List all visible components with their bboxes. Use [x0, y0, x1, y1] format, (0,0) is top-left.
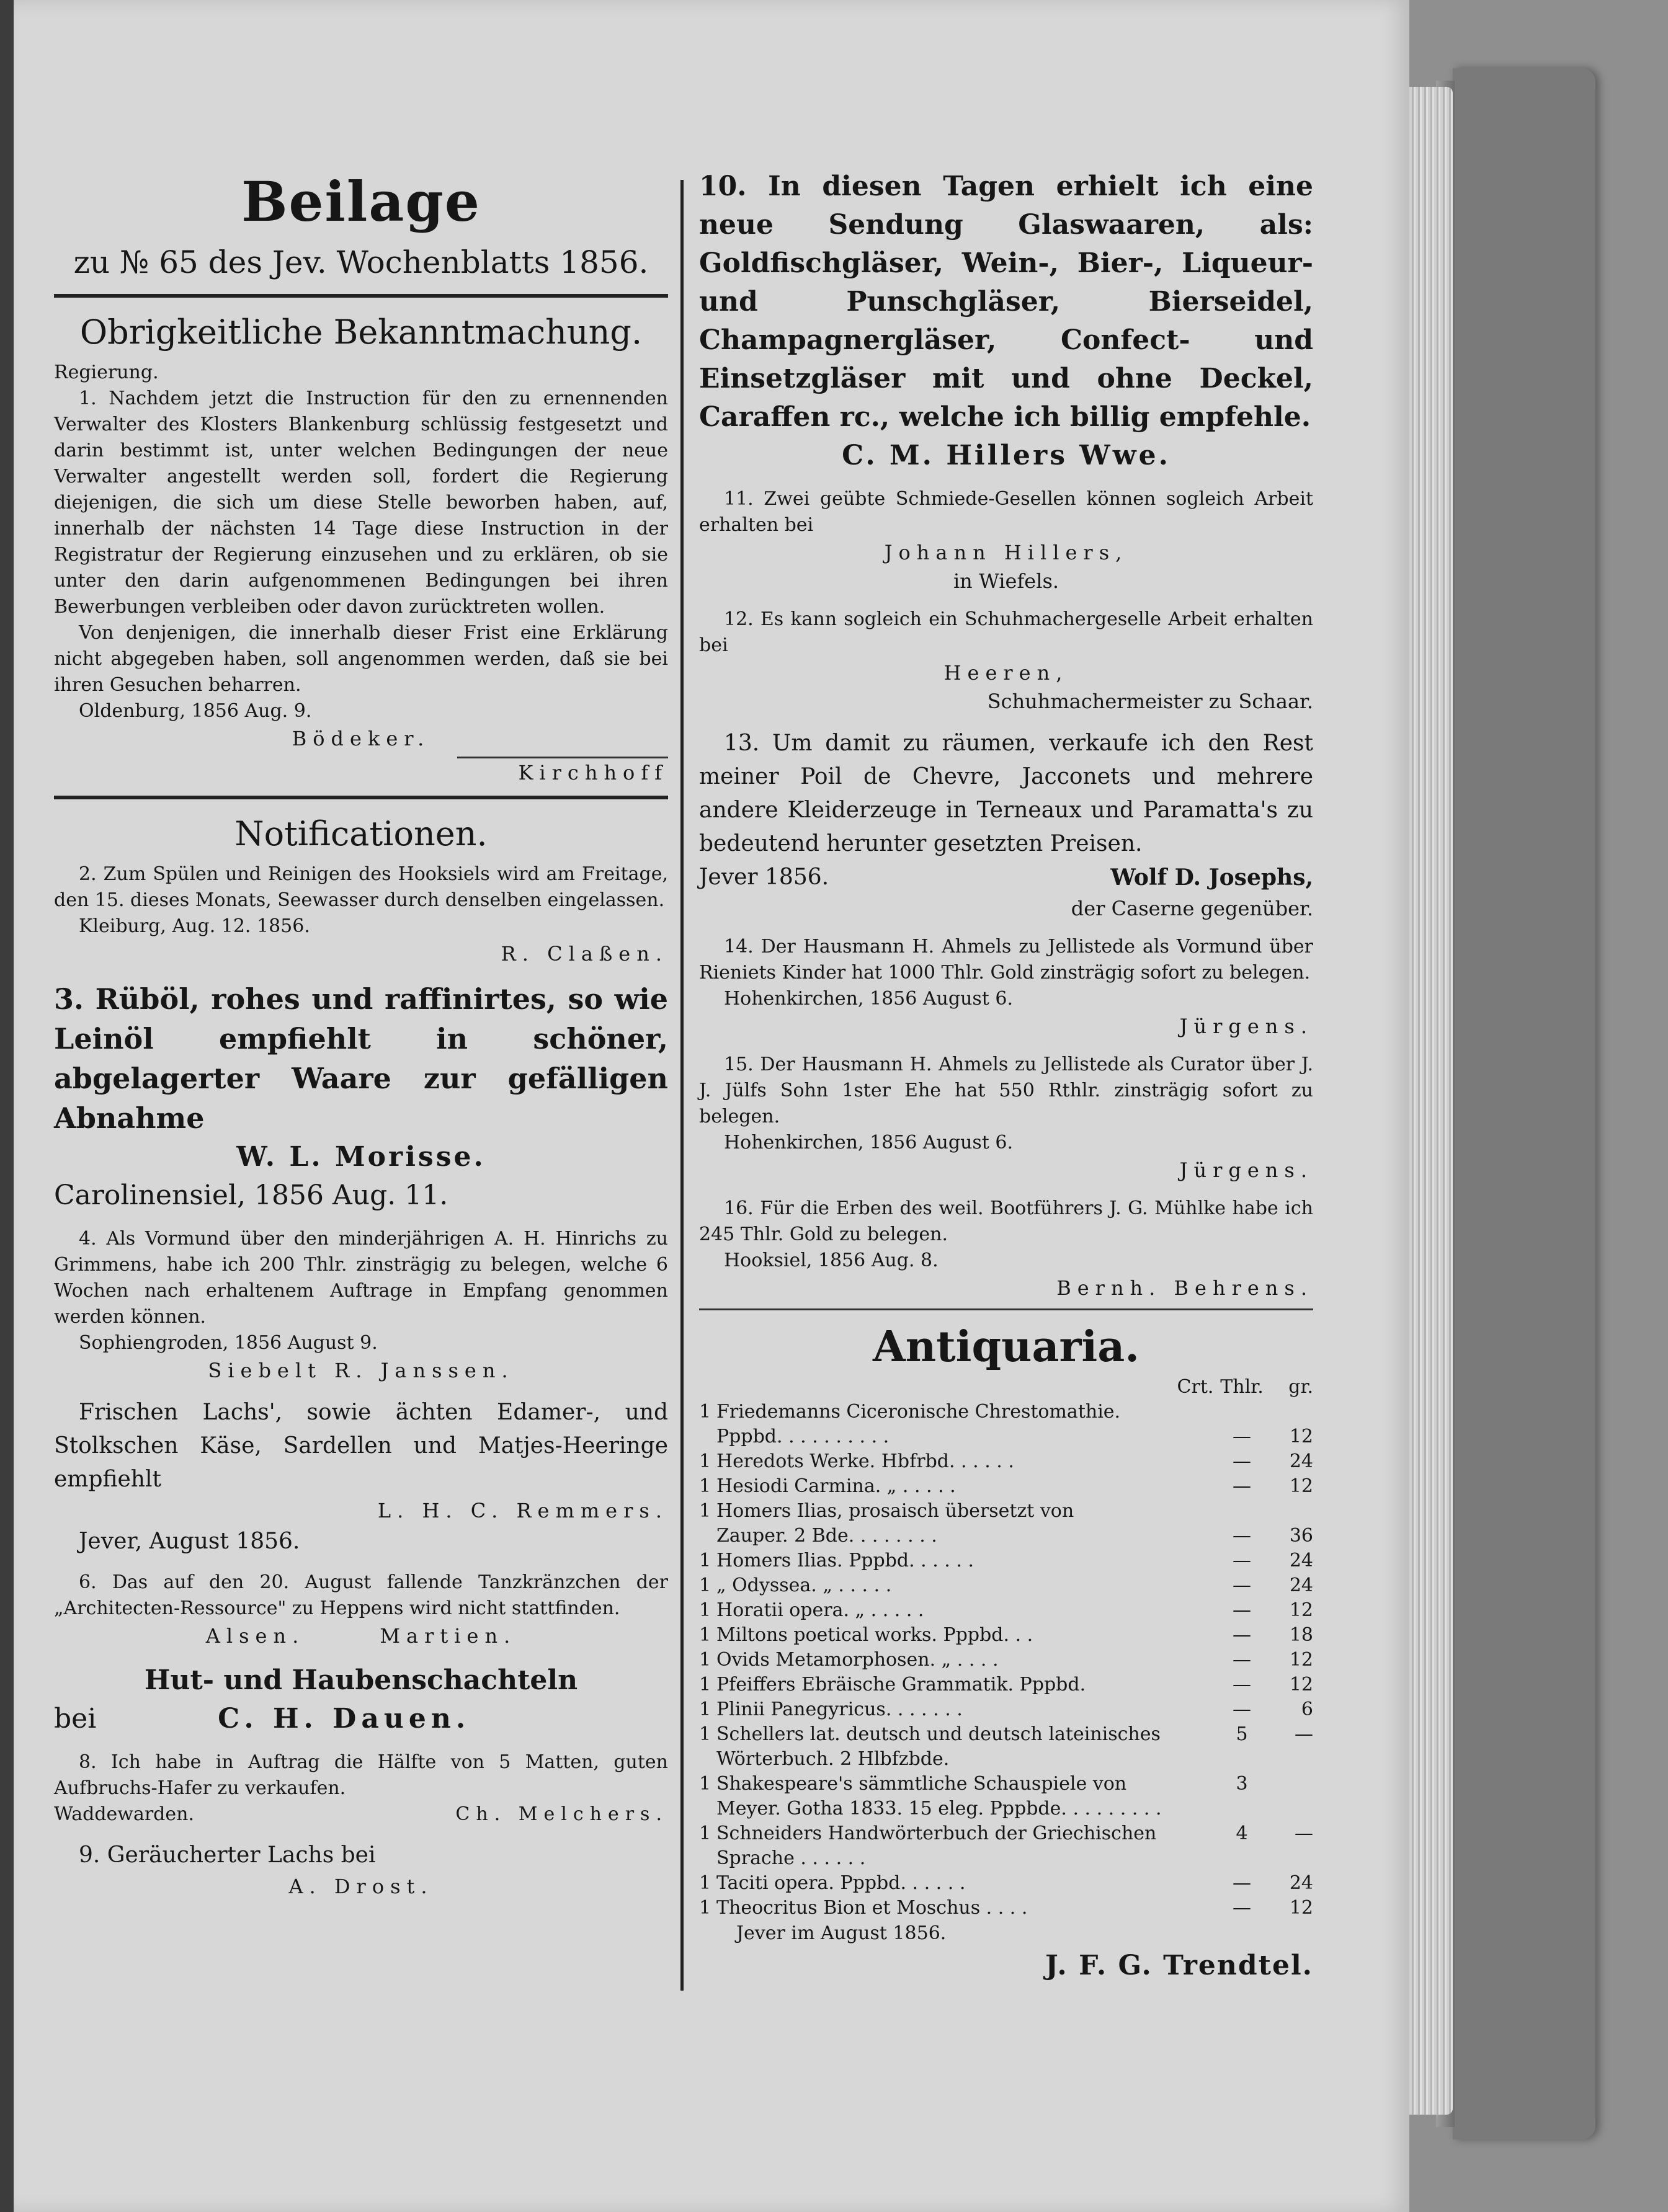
antiquaria-cell-c — [1270, 1772, 1313, 1821]
notice-12-signature-1: Heeren, — [943, 661, 1069, 685]
antiquaria-cell-b — [1214, 1400, 1270, 1424]
header-thlr: Thlr. — [1220, 1376, 1264, 1398]
antiquaria-cell-n: 1 — [699, 1674, 711, 1695]
newspaper-page — [14, 0, 1409, 2212]
antiquaria-cell-a — [1177, 1499, 1214, 1524]
antiquaria-cell-t: Ovids Metamorphosen. „ . . . . — [716, 1649, 999, 1671]
section-rule — [54, 796, 668, 799]
antiquaria-cell-b: — — [1233, 1649, 1251, 1671]
notice-3-place: Carolinensiel, 1856 Aug. 11. — [54, 1179, 448, 1211]
notice-10-signature: C. M. Hillers Wwe. — [842, 440, 1171, 471]
notice-8-signature: Ch. Melchers. — [455, 1803, 668, 1825]
antiquaria-cell-b: — — [1233, 1897, 1251, 1919]
antiquaria-cell-n: 1 — [699, 1475, 711, 1497]
official-heading: Obrigkeitliche Bekanntmachung. — [79, 313, 643, 352]
antiquaria-row — [699, 1548, 1313, 1573]
antiquaria-cell-c: 12 — [1289, 1897, 1313, 1919]
antiquaria-cell-a — [1177, 1524, 1214, 1548]
antiquaria-cell-t: Plinii Panegyricus. . . . . . . — [716, 1699, 963, 1720]
antiquaria-cell-c: 12 — [1289, 1649, 1313, 1671]
antiquaria-cell-c: 6 — [1301, 1699, 1313, 1720]
antiquaria-cell-b: — — [1233, 1475, 1251, 1497]
notice-9: 9. Geräucherter Lachs bei — [79, 1842, 376, 1868]
notice-14: 14. Der Hausmann H. Ahmels zu Jellistede als Vormund über Rieniets Kinder hat 1000 Thlr. Gold zinsträgig sofort zu belegen. — [699, 936, 1313, 984]
official-notice-1: 1. Nachdem jetzt die Instruction für den zu ernennenden Verwalter des Klosters Blankenburg schlüssig festgesetzt und darin bestimmt ist, unter welchen Bedingungen der neue Verwalter angestellt werden soll, fordert die Regierung diejenigen, die sich um diese Stelle beworben haben, auf, innerhalb der nächsten 14 Tage diese Instruction in der Registratur der Regierung einzusehen und zu erklären, ob sie unter den darin aufgenommenen Bedingungen bei ihren Bewerbungen verbleiben oder davon zurücktreten wollen. — [54, 388, 668, 618]
antiquaria-row — [699, 1672, 1313, 1697]
antiquaria-cell-b: — — [1233, 1872, 1251, 1894]
antiquaria-cell-c: 12 — [1289, 1475, 1313, 1497]
antiquaria-cell-t: Taciti opera. Pppbd. . . . . . — [716, 1872, 966, 1894]
official-signature-2: Kirchhoff — [518, 761, 668, 784]
antiquaria-row — [699, 1449, 1313, 1474]
notice-6-signature-2: Martien. — [380, 1624, 517, 1648]
notice-8-place: Waddewarden. — [54, 1803, 194, 1825]
antiquaria-cell-a — [1177, 1672, 1214, 1697]
antiquaria-cell-t: Zauper. 2 Bde. . . . . . . . — [716, 1525, 937, 1547]
antiquaria-row — [699, 1871, 1313, 1896]
antiquaria-cell-t: Schellers lat. deutsch und deutsch lateinisches Wörterbuch. 2 Hlbfzbde. — [716, 1723, 1161, 1770]
antiquaria-cell-n: 1 — [699, 1401, 711, 1423]
notice-10: 10. In diesen Tagen erhielt ich eine neue Sendung Glaswaaren, als: Goldfischgläser, Wein-, Bier-, Liqueur- und Punschgläser, Bierseidel, Champagnergläser, Confect- und Einsetzgläser mit und ohne Deckel, Caraffen rc., welche ich billig empfehle. — [699, 171, 1313, 433]
notice-11-signature-1: Johann Hillers, — [884, 541, 1128, 564]
antiquaria-row — [699, 1474, 1313, 1499]
antiquaria-cell-t: Shakespeare's sämmtliche Schauspiele von Meyer. Gotha 1833. 15 eleg. Pppbde. . . . . . . . . — [716, 1773, 1162, 1819]
antiquaria-cell-t: Theocritus Bion et Moschus . . . . — [716, 1897, 1028, 1919]
notice-3-signature: W. L. Morisse. — [236, 1141, 486, 1173]
antiquaria-cell-b: — — [1233, 1550, 1251, 1571]
antiquaria-cell-a — [1177, 1623, 1214, 1648]
antiquaria-cell-b: — — [1233, 1599, 1251, 1621]
antiquaria-cell-t: Miltons poetical works. Pppbd. . . — [716, 1624, 1033, 1646]
antiquaria-cell-t: Horatii opera. „ . . . . . — [716, 1599, 924, 1621]
antiquaria-cell-n: 1 — [699, 1624, 711, 1646]
antiquaria-row — [699, 1722, 1313, 1772]
antiquaria-cell-a — [1177, 1722, 1214, 1772]
antiquaria-title: Antiquaria. — [873, 1322, 1140, 1372]
antiquaria-cell-a — [1177, 1648, 1214, 1672]
antiquaria-cell-a — [1177, 1424, 1214, 1449]
antiquaria-cell-n: 1 — [699, 1575, 711, 1596]
masthead-title: Beilage — [241, 169, 481, 234]
antiquaria-cell-n — [699, 1424, 716, 1449]
antiquaria-row — [699, 1424, 1313, 1449]
antiquaria-cell-b: — — [1233, 1699, 1251, 1720]
antiquaria-row — [699, 1400, 1313, 1424]
antiquaria-cell-c — [1270, 1400, 1313, 1424]
antiquaria-cell-c: 24 — [1289, 1550, 1313, 1571]
antiquaria-signature: J. F. G. Trendtel. — [1045, 1950, 1313, 1981]
antiquaria-cell-n: 1 — [699, 1823, 711, 1844]
notice-5: Frischen Lachs', sowie ächten Edamer-, und Stolkschen Käse, Sardellen und Matjes-Heeringe empfiehlt — [54, 1400, 668, 1492]
antiquaria-cell-c: 24 — [1289, 1872, 1313, 1894]
antiquaria-cell-n: 1 — [699, 1872, 711, 1894]
antiquaria-cell-t: Homers Ilias. Pppbd. . . . . . — [716, 1550, 974, 1571]
antiquaria-cell-a — [1177, 1772, 1214, 1821]
antiquaria-row — [699, 1623, 1313, 1648]
notice-14-signature: Jürgens. — [1179, 1015, 1313, 1038]
antiquaria-cell-n — [699, 1524, 716, 1548]
notice-2: 2. Zum Spülen und Reinigen des Hooksiels wird am Freitage, den 15. dieses Monats, Seewasser durch denselben eingelassen. — [54, 863, 668, 911]
antiquaria-cell-n: 1 — [699, 1723, 711, 1745]
antiquaria-cell-b: — — [1233, 1624, 1251, 1646]
notice-15-signature: Jürgens. — [1179, 1158, 1313, 1182]
antiquaria-header-row — [699, 1375, 1313, 1400]
notice-13-place: Jever 1856. — [699, 864, 829, 890]
antiquaria-cell-c: 24 — [1289, 1575, 1313, 1596]
antiquaria-row — [699, 1524, 1313, 1548]
antiquaria-table — [699, 1375, 1313, 1921]
antiquaria-rule — [699, 1308, 1313, 1310]
antiquaria-cell-b: — — [1233, 1426, 1251, 1447]
notice-5-signature: L. H. C. Remmers. — [377, 1499, 668, 1522]
notice-7: Hut- und Haubenschachteln — [144, 1664, 578, 1696]
notifications-heading: Notificationen. — [234, 814, 488, 853]
antiquaria-cell-t: Pppbd. . . . . . . . . . — [716, 1426, 890, 1447]
notice-14-place: Hohenkirchen, 1856 August 6. — [724, 988, 1014, 1010]
notice-2-signature: R. Claßen. — [501, 942, 668, 966]
notice-3: 3. Rüböl, rohes und raffinirtes, so wie Leinöl empfiehlt in schöner, abgelagerter Waare zur gefälligen Abnahme — [54, 982, 668, 1135]
official-notice-1b: Von denjenigen, die innerhalb dieser Frist eine Erklärung nicht abgegeben haben, soll angenommen werden, daß sie bei ihren Gesuchen beharren. — [54, 622, 668, 696]
antiquaria-cell-c: — — [1295, 1723, 1313, 1745]
notice-6-signature-1: Alsen. — [205, 1624, 305, 1648]
notice-13-signature-2: der Caserne gegenüber. — [1071, 897, 1313, 920]
antiquaria-cell-a — [1177, 1871, 1214, 1896]
antiquaria-place: Jever im August 1856. — [736, 1922, 947, 1944]
notice-11: 11. Zwei geübte Schmiede-Gesellen können sogleich Arbeit erhalten bei — [699, 488, 1313, 536]
antiquaria-cell-c — [1270, 1499, 1313, 1524]
antiquaria-cell-n: 1 — [699, 1450, 711, 1472]
notice-8: 8. Ich habe in Auftrag die Hälfte von 5 Matten, guten Aufbruchs-Hafer zu verkaufen. — [54, 1751, 668, 1799]
notice-16-signature: Bernh. Behrens. — [1056, 1276, 1313, 1300]
scan-border — [0, 0, 14, 2212]
official-label: Regierung. — [54, 362, 159, 383]
notice-16: 16. Für die Erben des weil. Bootführers J. G. Mühlke habe ich 245 Thlr. Gold zu belegen. — [699, 1197, 1313, 1245]
notice-12: 12. Es kann sogleich ein Schuhmachergeselle Arbeit erhalten bei — [699, 608, 1313, 656]
antiquaria-cell-a — [1177, 1697, 1214, 1722]
antiquaria-cell-t: Homers Ilias, prosaisch übersetzt von — [716, 1500, 1074, 1522]
notice-7-bei: bei — [54, 1703, 97, 1735]
left-column — [54, 167, 668, 1901]
notice-13: 13. Um damit zu räumen, verkaufe ich den Rest meiner Poil de Chevre, Jacconets und mehrere andere Kleiderzeuge in Terneaux und Paramatta's zu bedeutend herunter gesetzten Preisen. — [699, 731, 1313, 856]
antiquaria-cell-a — [1177, 1474, 1214, 1499]
antiquaria-cell-a — [1177, 1400, 1214, 1424]
antiquaria-cell-t: Schneiders Handwörterbuch der Griechischen Sprache . . . . . . — [716, 1823, 1157, 1869]
antiquaria-cell-n: 1 — [699, 1550, 711, 1571]
antiquaria-cell-b: 4 — [1236, 1823, 1248, 1844]
notice-5-place: Jever, August 1856. — [79, 1529, 300, 1554]
notice-15-place: Hohenkirchen, 1856 August 6. — [724, 1132, 1014, 1153]
antiquaria-row — [699, 1573, 1313, 1598]
antiquaria-cell-a — [1177, 1896, 1214, 1921]
antiquaria-cell-t: Hesiodi Carmina. „ . . . . . — [716, 1475, 956, 1497]
notice-2-place: Kleiburg, Aug. 12. 1856. — [79, 915, 310, 937]
antiquaria-row — [699, 1499, 1313, 1524]
book-cover — [1453, 68, 1595, 2139]
antiquaria-cell-t: Heredots Werke. Hbfrbd. . . . . . — [716, 1450, 1014, 1472]
notice-7-line — [54, 1700, 668, 1738]
antiquaria-rows — [699, 1400, 1313, 1921]
antiquaria-cell-b: — — [1233, 1674, 1251, 1695]
notice-15: 15. Der Hausmann H. Ahmels zu Jellistede als Curator über J. J. Jülfs Sohn 1ster Ehe hat 550 Rthlr. zinsträgig sofort zu belegen. — [699, 1054, 1313, 1127]
antiquaria-cell-b: — — [1233, 1450, 1251, 1472]
antiquaria-cell-n: 1 — [699, 1897, 711, 1919]
antiquaria-cell-c: 36 — [1289, 1525, 1313, 1547]
antiquaria-cell-b: 5 — [1236, 1723, 1248, 1745]
antiquaria-cell-a — [1177, 1821, 1214, 1871]
antiquaria-cell-b: — — [1233, 1575, 1251, 1596]
antiquaria-cell-a — [1177, 1598, 1214, 1623]
antiquaria-cell-b: 3 — [1236, 1773, 1248, 1795]
antiquaria-row — [699, 1648, 1313, 1672]
notice-4-place: Sophiengroden, 1856 August 9. — [79, 1332, 378, 1354]
antiquaria-row — [699, 1772, 1313, 1821]
notice-16-place: Hooksiel, 1856 Aug. 8. — [724, 1250, 939, 1271]
masthead-subtitle: zu № 65 des Jev. Wochenblatts 1856. — [73, 244, 649, 280]
antiquaria-cell-t: Friedemanns Ciceronische Chrestomathie. — [716, 1401, 1121, 1423]
notice-4-signature: Siebelt R. Janssen. — [208, 1359, 514, 1382]
antiquaria-cell-a — [1177, 1573, 1214, 1598]
masthead-rule — [54, 294, 668, 298]
right-column — [699, 167, 1313, 1985]
antiquaria-cell-b: — — [1233, 1525, 1251, 1547]
antiquaria-cell-n: 1 — [699, 1649, 711, 1671]
antiquaria-row — [699, 1697, 1313, 1722]
antiquaria-cell-c: 12 — [1289, 1674, 1313, 1695]
notice-4: 4. Als Vormund über den minderjährigen A. H. Hinrichs zu Grimmens, habe ich 200 Thlr. zinsträgig zu belegen, welche 6 Wochen nach erhaltenem Auftrage in Empfang genommen werden können. — [54, 1228, 668, 1328]
notice-8-line — [54, 1801, 668, 1828]
antiquaria-cell-t: Pfeiffers Ebräische Grammatik. Pppbd. — [716, 1674, 1086, 1695]
header-gr: gr. — [1288, 1376, 1313, 1398]
antiquaria-cell-c: 24 — [1289, 1450, 1313, 1472]
antiquaria-cell-n: 1 — [699, 1599, 711, 1621]
notice-7-signature: C. H. Dauen. — [218, 1703, 471, 1735]
official-signature-1: Bödeker. — [292, 727, 430, 750]
antiquaria-cell-c: 12 — [1289, 1599, 1313, 1621]
antiquaria-cell-t: „ Odyssea. „ . . . . . — [716, 1575, 892, 1596]
page-edges — [1409, 87, 1453, 2115]
notice-11-signature-2: in Wiefels. — [953, 569, 1059, 593]
antiquaria-cell-n: 1 — [699, 1699, 711, 1720]
notice-6: 6. Das auf den 20. August fallende Tanzkränzchen der „Architecten-Ressource" zu Heppens wird nicht stattfinden. — [54, 1571, 668, 1619]
header-crt: Crt. — [1177, 1376, 1214, 1398]
antiquaria-cell-n: 1 — [699, 1500, 711, 1522]
antiquaria-cell-c: — — [1295, 1823, 1313, 1844]
notice-12-signature-2: Schuhmachermeister zu Schaar. — [987, 690, 1313, 713]
antiquaria-cell-c: 12 — [1289, 1426, 1313, 1447]
notice-13-signature-1: Wolf D. Josephs, — [1110, 864, 1313, 891]
antiquaria-cell-a — [1177, 1449, 1214, 1474]
antiquaria-cell-a — [1177, 1548, 1214, 1573]
notice-13-line — [699, 861, 1313, 894]
notice-6-signatures — [54, 1622, 668, 1650]
column-divider — [680, 180, 684, 1991]
antiquaria-row — [699, 1821, 1313, 1871]
notice-9-signature: A. Drost. — [288, 1875, 434, 1898]
antiquaria-cell-b — [1214, 1499, 1270, 1524]
antiquaria-cell-n: 1 — [699, 1773, 711, 1795]
antiquaria-row — [699, 1896, 1313, 1921]
antiquaria-row — [699, 1598, 1313, 1623]
official-place: Oldenburg, 1856 Aug. 9. — [79, 700, 312, 722]
antiquaria-cell-c: 18 — [1289, 1624, 1313, 1646]
